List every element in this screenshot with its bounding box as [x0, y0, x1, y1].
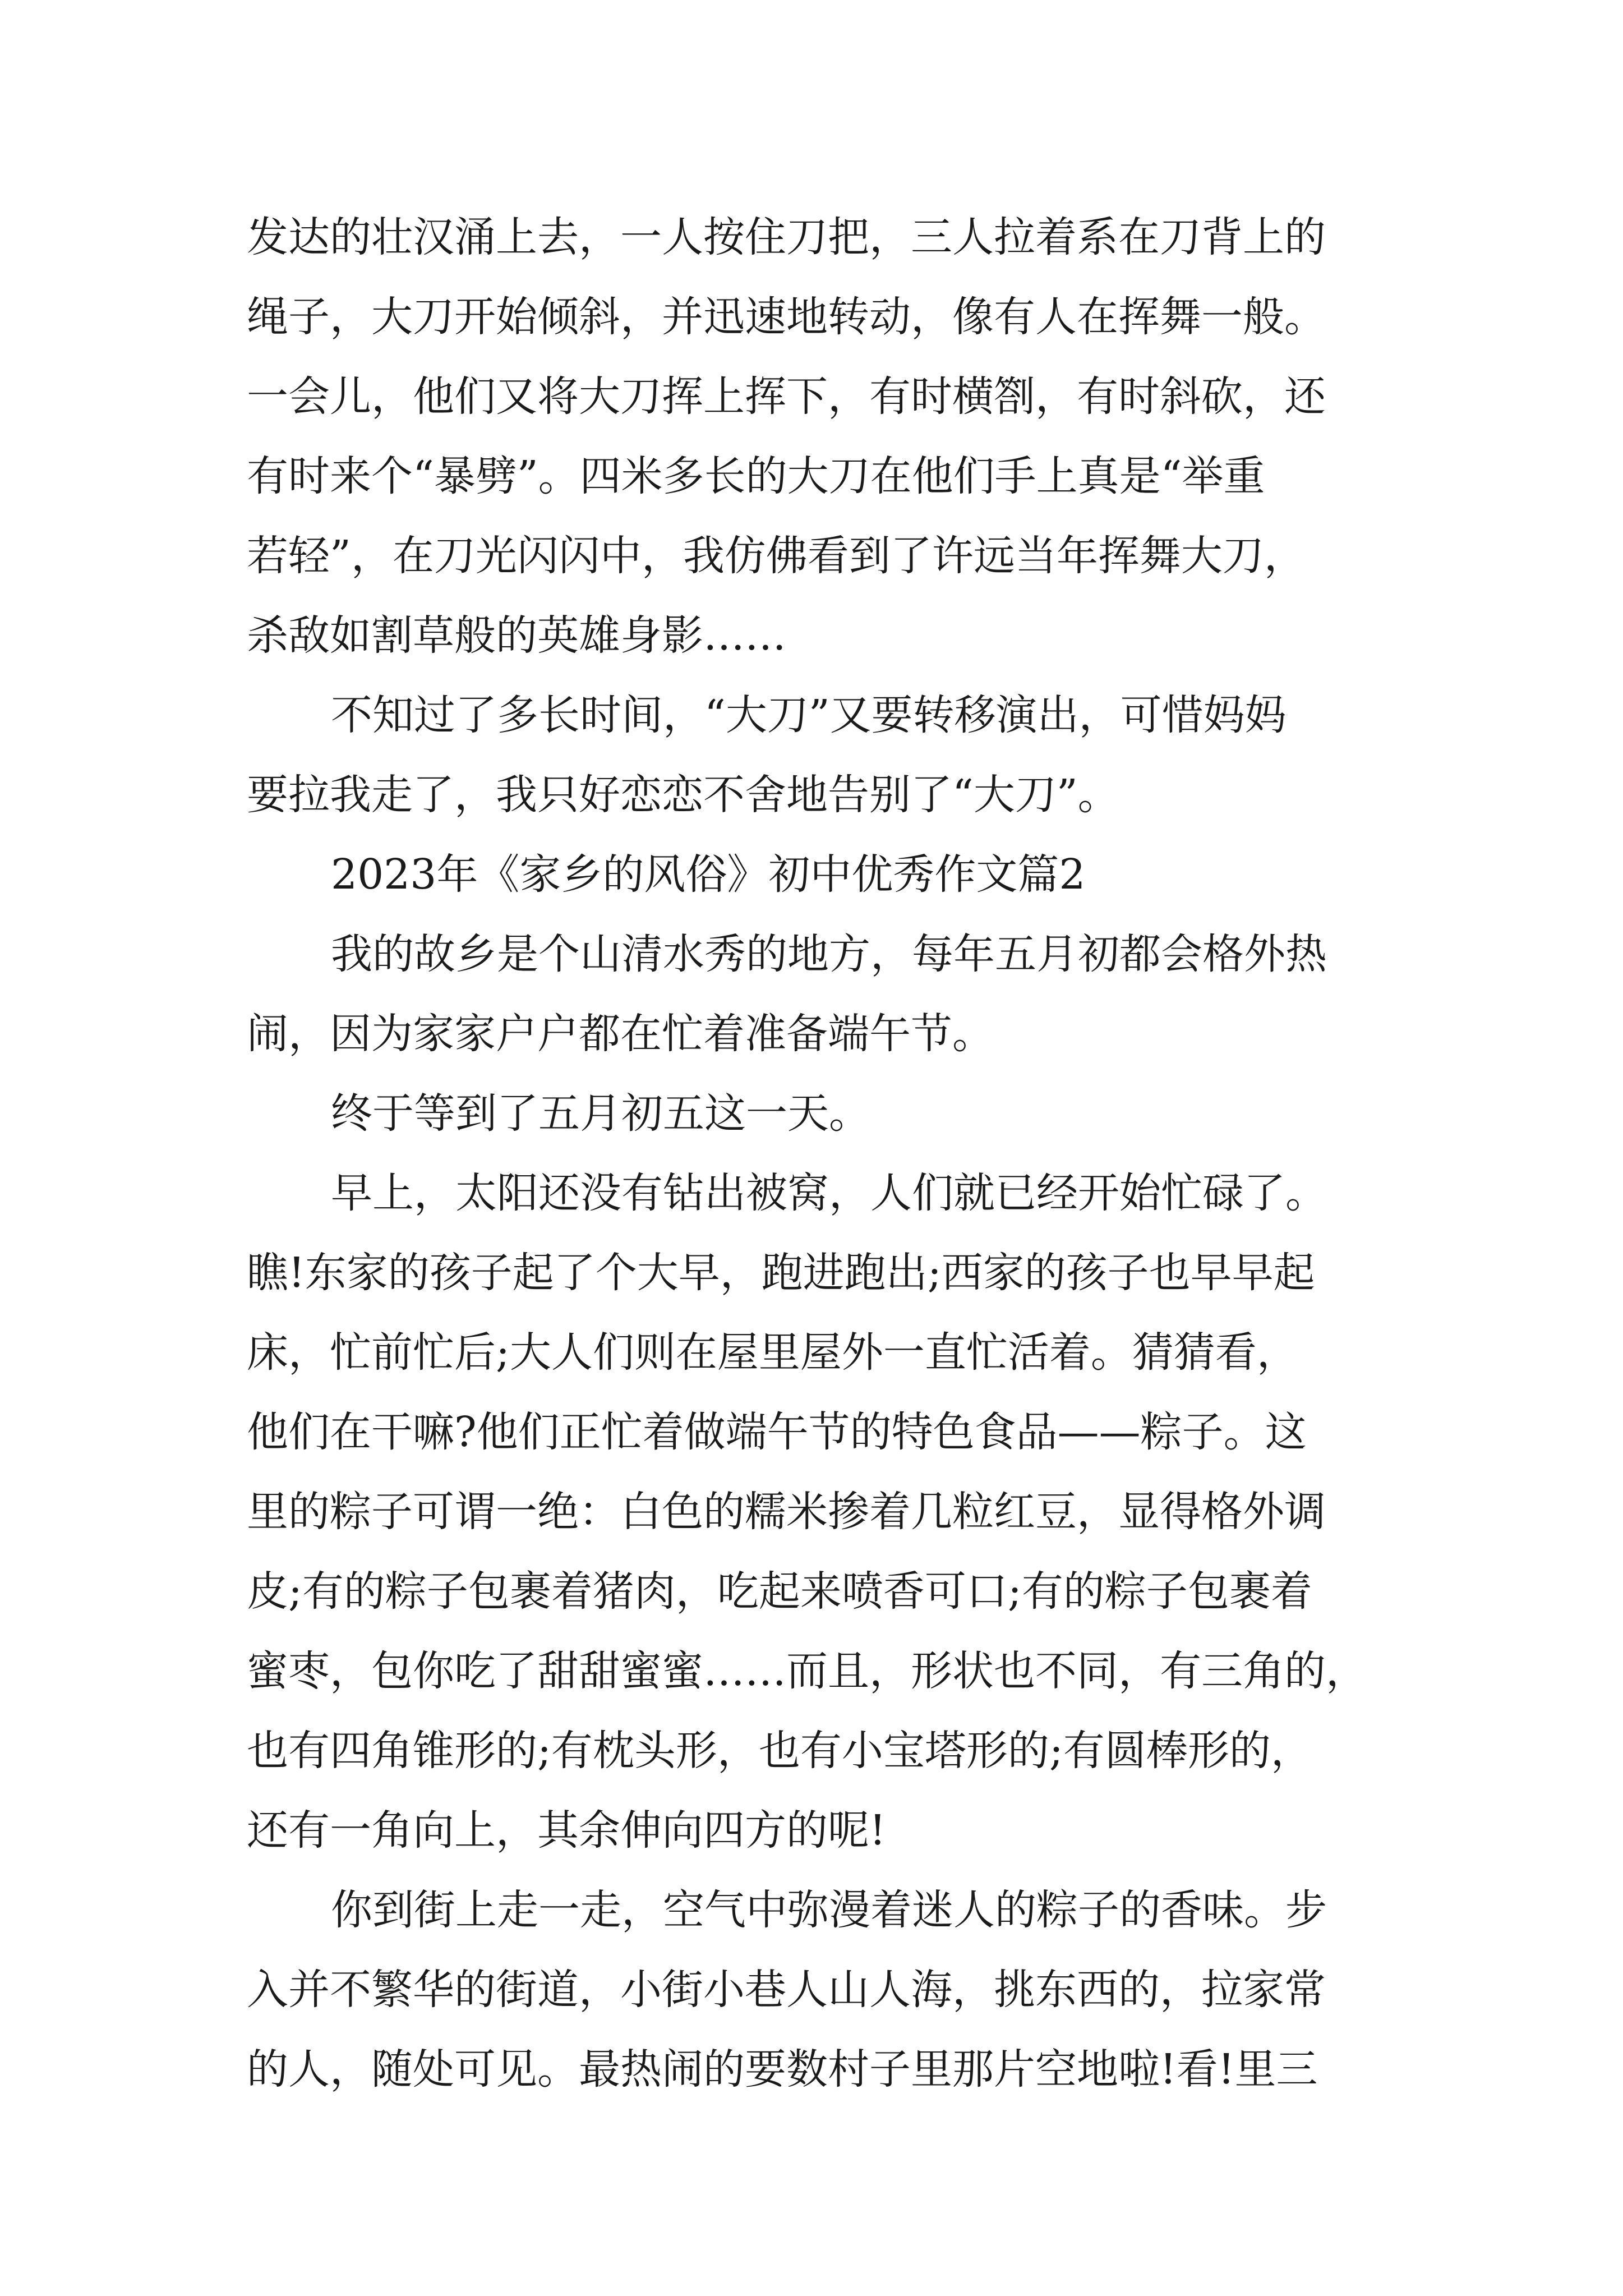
text-line: 闹，因为家家户户都在忙着准备端午节。 — [247, 1010, 994, 1058]
paragraph-start-line: 你到街上走一走，空气中弥漫着迷人的粽子的香味。步 — [331, 1886, 1327, 1934]
text-line: 发达的壮汉涌上去，一人按住刀把，三人拉着系在刀背上的 — [247, 213, 1326, 261]
text-line: 还有一角向上，其余伸向四方的呢! — [247, 1806, 886, 1855]
text-line: 要拉我走了，我只好恋恋不舍地告别了“大刀”。 — [247, 771, 1119, 819]
text-line: 有时来个“暴劈”。四米多长的大刀在他们手上真是“举重 — [247, 452, 1265, 500]
paragraph-start-line: 终于等到了五月初五这一天。 — [331, 1089, 870, 1138]
text-line: 入并不繁华的街道，小街小巷人山人海，挑东西的，拉家常 — [247, 1966, 1326, 2014]
paragraph-start-line: 不知过了多长时间，“大刀”又要转移演出，可惜妈妈 — [331, 691, 1287, 739]
text-line: 皮;有的粽子包裹着猪肉，吃起来喷香可口;有的粽子包裹着 — [247, 1567, 1312, 1616]
text-line: 若轻”，在刀光闪闪中，我仿佛看到了许远当年挥舞大刀， — [247, 532, 1306, 580]
text-line: 瞧!东家的孩子起了个大早，跑进跑出;西家的孩子也早早起 — [247, 1249, 1315, 1297]
paragraph-start-line: 我的故乡是个山清水秀的地方，每年五月初都会格外热 — [331, 930, 1327, 978]
text-line: 也有四角锥形的;有枕头形，也有小宝塔形的;有圆棒形的， — [247, 1727, 1312, 1775]
text-line: 床，忙前忙后;大人们则在屋里屋外一直忙活着。猜猜看， — [247, 1328, 1298, 1377]
paragraph-start-line: 早上，太阳还没有钻出被窝，人们就已经开始忙碌了。 — [331, 1169, 1327, 1217]
text-line: 他们在干嘛?他们正忙着做端午节的特色食品——粽子。这 — [247, 1408, 1307, 1456]
section-heading: 2023年《家乡的风俗》初中优秀作文篇2 — [331, 850, 1086, 899]
text-line: 蜜枣，包你吃了甜甜蜜蜜……而且，形状也不同，有三角的， — [247, 1647, 1367, 1695]
essay-body — [247, 197, 1385, 2109]
text-line: 的人，随处可见。最热闹的要数村子里那片空地啦!看!里三 — [247, 2045, 1318, 2093]
text-line: 里的粽子可谓一绝：白色的糯米掺着几粒红豆，显得格外调 — [247, 1488, 1326, 1536]
text-line: 一会儿，他们又将大刀挥上挥下，有时横劄，有时斜砍，还 — [247, 372, 1326, 421]
text-line: 绳子，大刀开始倾斜，并迅速地转动，像有人在挥舞一般。 — [247, 293, 1326, 341]
text-line: 杀敌如割草般的英雄身影…… — [247, 611, 786, 660]
